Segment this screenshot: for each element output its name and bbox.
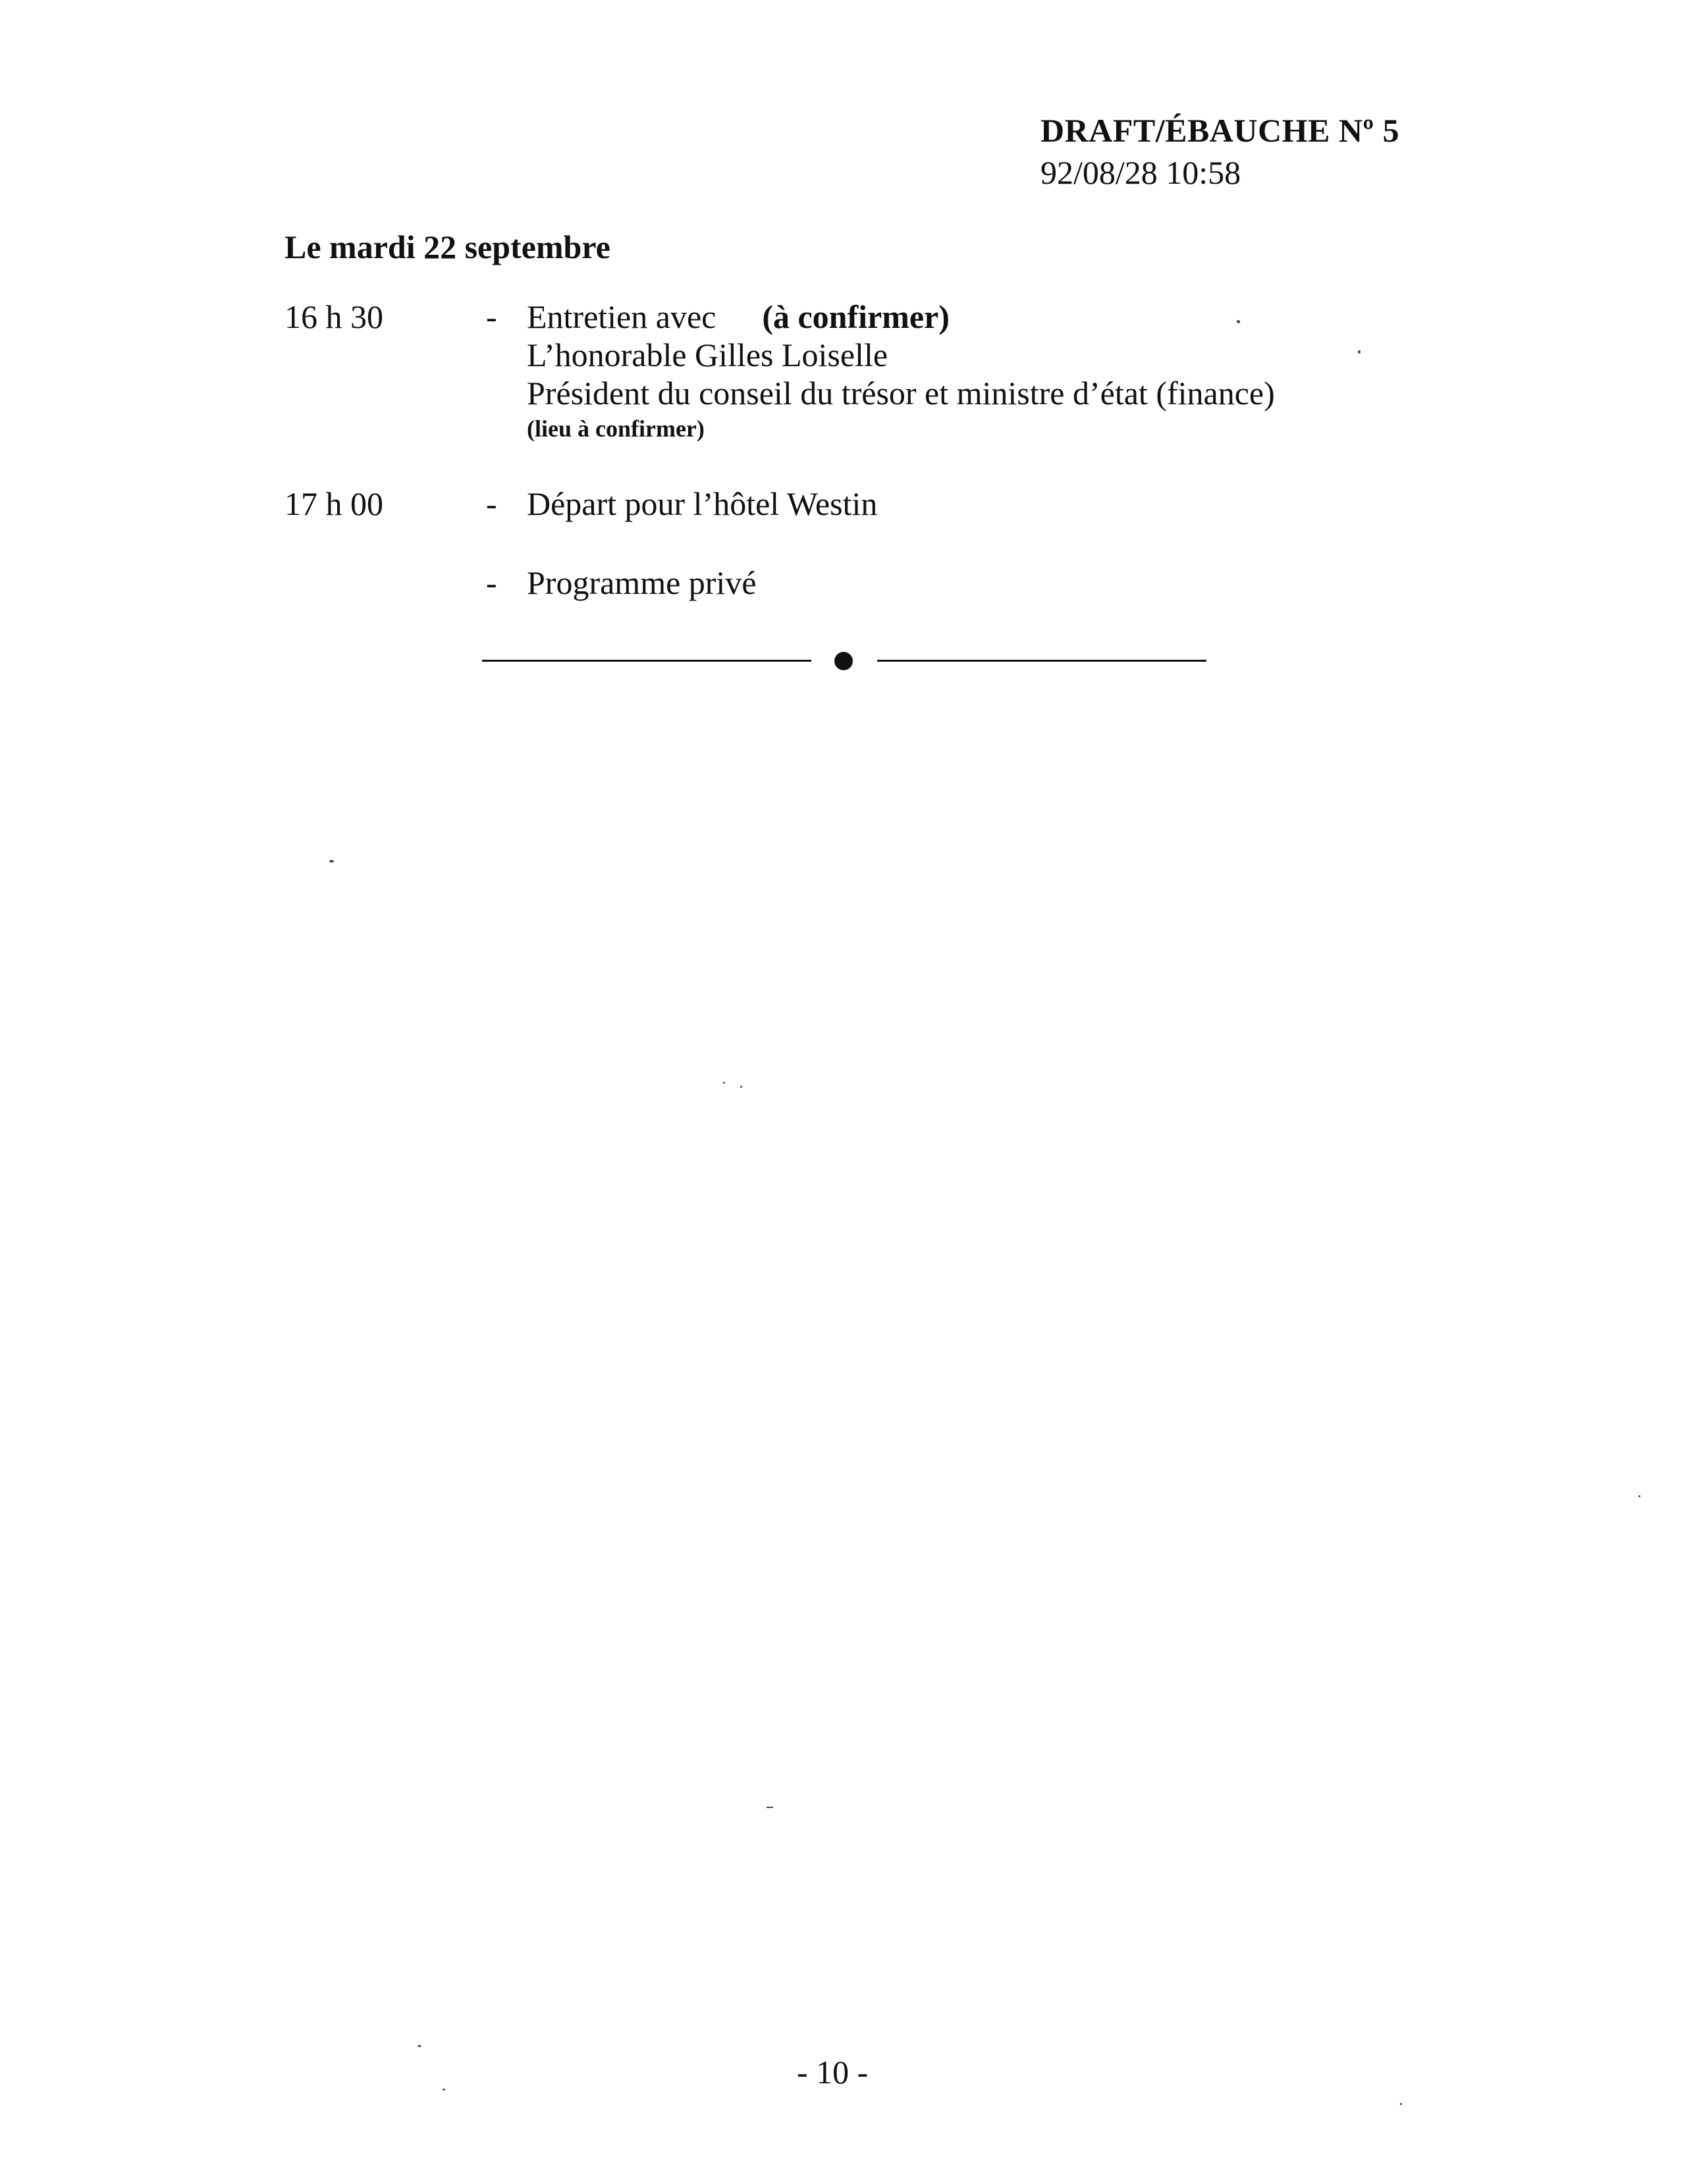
entry-title: Entretien avec — [527, 298, 716, 335]
entry-line-3: Président du conseil du trésor et ministre d’état (finance) — [527, 375, 1275, 412]
entry-location-note: (lieu à confirmer) — [527, 415, 705, 442]
scan-speck — [418, 2045, 421, 2047]
scan-speck — [723, 1082, 725, 1084]
entry-line-1: Départ pour l’hôtel Westin — [527, 485, 878, 522]
scan-speck — [1400, 2103, 1402, 2105]
draft-label: DRAFT/ÉBAUCHE Nº 5 — [1040, 112, 1399, 149]
scan-speck — [1237, 320, 1240, 323]
entry-line-1 — [527, 298, 1275, 336]
entry-time: 16 h 30 — [284, 298, 383, 335]
day-heading-date: 22 septembre — [423, 228, 610, 265]
scan-speck — [1358, 350, 1361, 354]
confirmation-note: (à confirmer) — [762, 298, 950, 335]
scan-speck — [329, 860, 334, 863]
entry-details — [527, 298, 1275, 445]
entry-time: 17 h 00 — [284, 485, 383, 522]
page-number: - 10 - — [797, 2054, 869, 2091]
section-divider — [482, 652, 1206, 672]
scan-speck — [443, 2089, 445, 2091]
scan-speck — [1638, 1495, 1640, 1497]
divider-bullet-icon — [834, 652, 853, 670]
divider-line-left — [482, 660, 811, 662]
entry-line-2: L’honorable Gilles Loiselle — [527, 336, 888, 373]
entry-dash: - — [486, 298, 497, 335]
draft-header — [1040, 111, 1399, 192]
day-heading-weekday: Le mardi — [284, 228, 416, 265]
scan-speck — [740, 1086, 742, 1088]
scan-speck — [767, 1807, 773, 1808]
draft-timestamp: 92/08/28 10:58 — [1040, 154, 1241, 191]
divider-line-right — [877, 660, 1206, 662]
entry-dash: - — [486, 564, 497, 601]
entry-details — [527, 485, 877, 523]
day-heading — [284, 228, 610, 266]
entry-dash: - — [486, 485, 497, 522]
entry-line-1: Programme privé — [527, 564, 757, 601]
entry-details — [527, 564, 757, 602]
